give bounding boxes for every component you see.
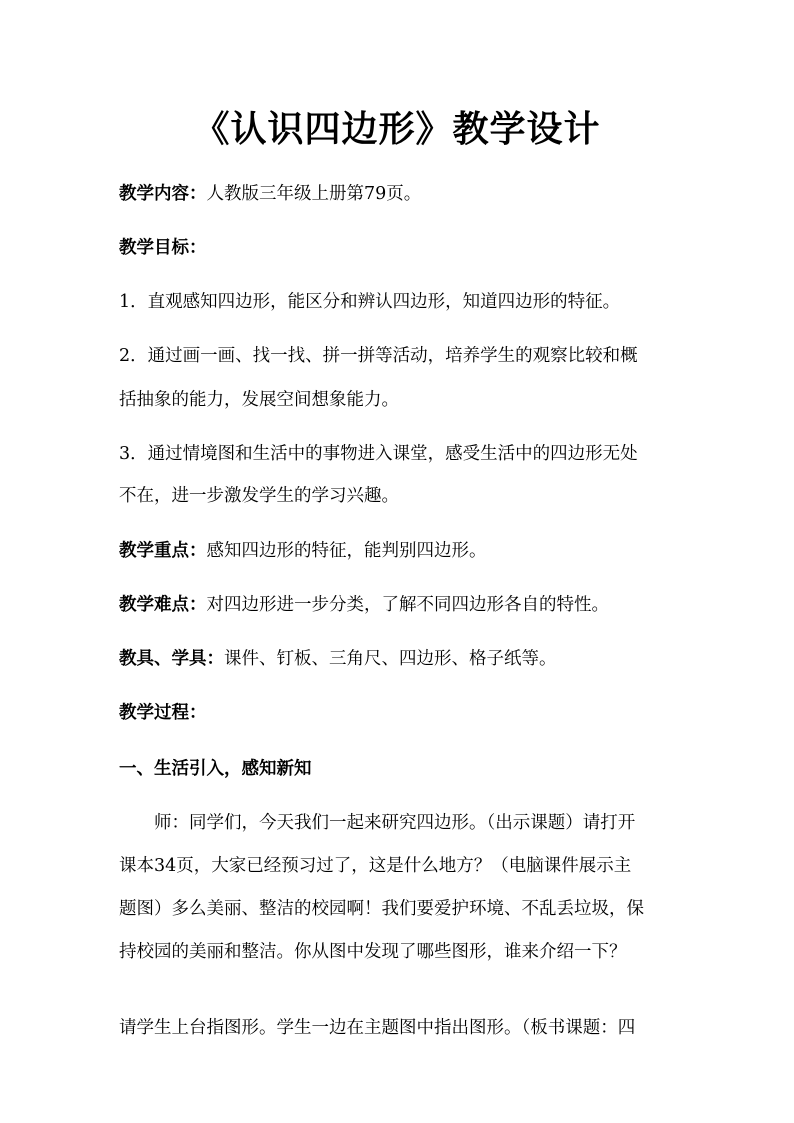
tools-label: 教具、学具：: [119, 649, 224, 669]
paragraph-1-line-3: 题图）多么美丽、整洁的校园啊！我们要爱护环境、不乱丢垃圾，保: [119, 899, 644, 919]
key-point-text: 感知四边形的特征，能判别四边形。: [206, 541, 487, 561]
tools-line: [119, 647, 679, 671]
teaching-goals-label: 教学目标：: [119, 238, 207, 258]
difficulty-text: 对四边形进一步分类，了解不同四边形各自的特性。: [206, 595, 609, 615]
paragraph-2-line-1: 请学生上台指图形。学生一边在主题图中指出图形。（板书课题：四: [119, 1018, 636, 1038]
difficulty-line: [119, 593, 679, 617]
goal-2-line-2: 括抽象的能力，发展空间想象能力。: [119, 390, 399, 410]
paragraph-1-line-4: 持校园的美丽和整洁。你从图中发现了哪些图形，谁来介绍一下？: [119, 942, 627, 962]
difficulty-label: 教学难点：: [119, 595, 207, 615]
paragraph-1-line-1: 师：同学们，今天我们一起来研究四边形。（出示课题）请打开: [154, 813, 636, 833]
teaching-content-line: [119, 182, 679, 206]
tools-text: 课件、钉板、三角尺、四边形、格子纸等。: [224, 649, 557, 669]
goal-3-line-2: 不在，进一步激发学生的学习兴趣。: [119, 486, 399, 506]
document-title: 《认识四边形》教学设计: [193, 108, 601, 150]
teaching-content-text: 人教版三年级上册第79页。: [206, 184, 422, 204]
key-point-label: 教学重点：: [119, 541, 207, 561]
key-point-line: [119, 539, 679, 563]
goal-1: 1．直观感知四边形，能区分和辨认四边形，知道四边形的特征。: [119, 292, 621, 312]
goal-3-line-1: 3．通过情境图和生活中的事物进入课堂，感受生活中的四边形无处: [119, 444, 638, 464]
teaching-content-label: 教学内容：: [119, 184, 207, 204]
paragraph-1-line-2: 课本34页，大家已经预习过了，这是什么地方？（电脑课件展示主: [119, 856, 632, 876]
goal-2-line-1: 2．通过画一画、找一找、拼一拼等活动，培养学生的观察比较和概: [119, 346, 638, 366]
teaching-process-label: 教学过程：: [119, 703, 207, 723]
section-1-heading: 一、生活引入，感知新知: [119, 759, 312, 779]
